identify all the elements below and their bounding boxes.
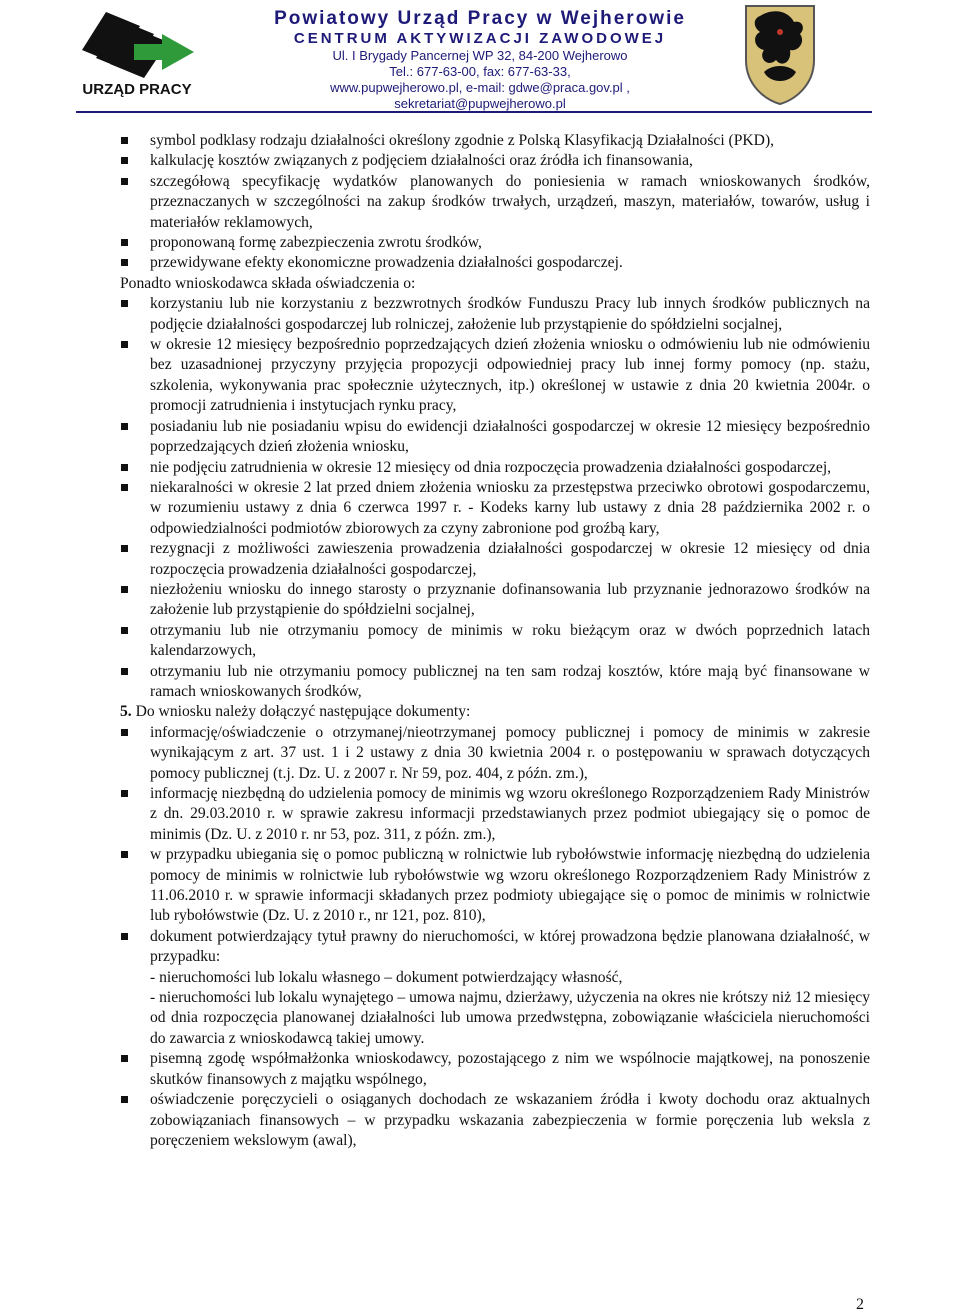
letterhead (0, 0, 960, 112)
logo-text: URZĄD PRACY (82, 81, 192, 98)
declarations-intro: Ponadto wnioskodawca składa oświadczenia o: (120, 274, 416, 292)
list-item: szczegółową specyfikację wydatków planowanych do poniesienia w ramach wnioskowanych środków, przeznaczanych w szczególności na zakup środków trwałych, urządzeń, maszyn, materiałów, towarów, usług i materiałów reklamowych, (120, 172, 870, 233)
secretariat-email: sekretariat@pupwejherowo.pl (394, 96, 566, 111)
list-item: posiadaniu lub nie posiadaniu wpisu do ewidencji działalności gospodarczej w okresie 12 miesięcy bezpośrednio poprzedzających dzień złożenia wniosku, (120, 417, 870, 458)
list-item: proponowaną formę zabezpieczenia zwrotu środków, (120, 233, 870, 253)
list-item: w okresie 12 miesięcy bezpośrednio poprzedzających dzień złożenia wniosku o odmówieniu lub nie odmówieniu bez uzasadnionej przyczyny przyjęcia propozycji odpowiedniej pracy lub innej formy pomocy (np. stażu, szkolenia, wykonywania prac społecznie użytecznych, itp.) określonej w ustawie z dnia 20 kwietnia 2004r. o promocji zatrudnienia i instytucjach rynku pracy, (120, 335, 870, 417)
list-item: niezłożeniu wniosku do innego starosty o przyznanie dofinansowania lub przyznanie jednorazowo środków na założenie lub przystąpienie do spółdzielni socjalnej, (120, 580, 870, 621)
list-item: otrzymaniu lub nie otrzymaniu pomocy de minimis w roku bieżącym oraz w dwóch poprzednich latach kalendarzowych, (120, 621, 870, 662)
address: Ul. I Brygady Pancernej WP 32, 84-200 Wejherowo (332, 48, 628, 63)
list-item: niekaralności w okresie 2 lat przed dniem złożenia wniosku za przestępstwa przeciwko obrotowi gospodarczemu, w rozumieniu ustawy z dnia 6 czerwca 1997 r. - Kodeks karny lub ustawy z dnia 28 października 2002 r. o odpowiedzialności podmiotów zbiorowych za czyny zabronione pod groźbą kary, (120, 478, 870, 539)
list-item-ownership (120, 927, 870, 1049)
section-text: Do wniosku należy dołączyć następujące dokumenty: (131, 703, 471, 721)
coat-of-arms-icon (742, 2, 818, 106)
list-item: w przypadku ubiegania się o pomoc publiczną w rolnictwie lub rybołówstwie informację niezbędną do udzielenia pomocy de minimis w rolnictwie lub rybołówstwie wg wzoru określonego Rozporządzeniem Rady Ministrów z 11.06.2010 r. w sprawie informacji składanych przez podmioty ubiegające się o pomoc de minimis w rolnictwie lub rybołówstwie (Dz. U. z 2010 r., nr 121, poz. 810), (120, 845, 870, 927)
ownership-text: dokument potwierdzający tytuł prawny do nieruchomości, w której prowadzona będzie planowana działalność, w przypadku: (150, 927, 870, 966)
list-item: rezygnacji z możliwości zawieszenia prowadzenia działalności gospodarczej w okresie 12 miesięcy od dnia rozpoczęcia prowadzenia działalności gospodarczej, (120, 539, 870, 580)
ownership-sub-item: - nieruchomości lub lokalu własnego – dokument potwierdzający własność, (150, 968, 623, 986)
list-item: nie podjęciu zatrudnienia w okresie 12 miesięcy od dnia rozpoczęcia prowadzenia działalności gospodarczej, (120, 458, 870, 478)
phone-fax: Tel.: 677-63-00, fax: 677-63-33, (389, 64, 571, 79)
center-name: CENTRUM AKTYWIZACJI ZAWODOWEJ (293, 30, 667, 47)
header-rule (76, 111, 872, 113)
office-name: Powiatowy Urząd Pracy w Wejherowie (274, 8, 686, 29)
list-item: informację/oświadczenie o otrzymanej/nieotrzymanej pomocy publicznej i pomocy de minimis w zakresie wynikającym z art. 37 ust. 1 i 2 ustawy z dnia 30 kwietnia 2004 r. o postępowaniu w sprawach dotyczących pomocy publicznej (t.j. Dz. U. z 2007 r. Nr 59, poz. 404, z późn. zm.), (120, 723, 870, 784)
letterhead-text (260, 8, 700, 112)
page-number: 2 (856, 1296, 864, 1313)
list-item: przewidywane efekty ekonomiczne prowadzenia działalności gospodarczej. (120, 253, 870, 273)
ownership-sub-item: - nieruchomości lub lokalu wynajętego – umowa najmu, dzierżawy, użyczenia na okres nie krótszy niż 12 miesięcy od dnia rozpoczęcia planowanej działalności lub umowa przedwstępna, zobowiązanie właściciela nieruchomości do zawarcia z wnioskodawcą takiej umowy. (150, 989, 870, 1047)
section-5-heading (120, 702, 870, 722)
list-item: korzystaniu lub nie korzystaniu z bezzwrotnych środków Funduszu Pracy lub innych środków publicznych na podjęcie działalności gospodarczej lub rolniczej, założenie lub przystąpienie do spółdzielni socjalnej, (120, 294, 870, 335)
document-body (120, 131, 870, 1151)
list-item: informację niezbędną do udzielenia pomocy de minimis wg wzoru określonego Rozporządzeniem Rady Ministrów z dn. 29.03.2010 r. w sprawie zakresu informacji przedstawianych przez podmiot ubiegający się o pomoc de minimis (Dz. U. z 2010 r. nr 53, poz. 311, z późn. zm.), (120, 784, 870, 845)
list-item: oświadczenie poręczycieli o osiąganych dochodach ze wskazaniem źródła i kwoty dochodu oraz aktualnych zobowiązaniach finansowych – w przypadku wskazania zabezpieczenia w formie poręczenia lub weksla z poręczeniem wekslowym (awal), (120, 1090, 870, 1151)
web-email: www.pupwejherowo.pl, e-mail: gdwe@praca.gov.pl , (330, 80, 630, 95)
list-item: kalkulację kosztów związanych z podjęciem działalności oraz źródła ich finansowania, (120, 151, 870, 171)
urzad-pracy-logo (76, 8, 198, 100)
list-item: otrzymaniu lub nie otrzymaniu pomocy publicznej na ten sam rodzaj kosztów, które mają być finansowane w ramach wnioskowanych środków, (120, 662, 870, 703)
list-item: pisemną zgodę współmałżonka wnioskodawcy, pozostającego z nim we wspólnocie majątkowej, na ponoszenie skutków finansowych z majątku wspólnego, (120, 1049, 870, 1090)
list-item: symbol podklasy rodzaju działalności określony zgodnie z Polską Klasyfikacją Działalności (PKD), (120, 131, 870, 151)
section-number: 5. (120, 703, 132, 721)
